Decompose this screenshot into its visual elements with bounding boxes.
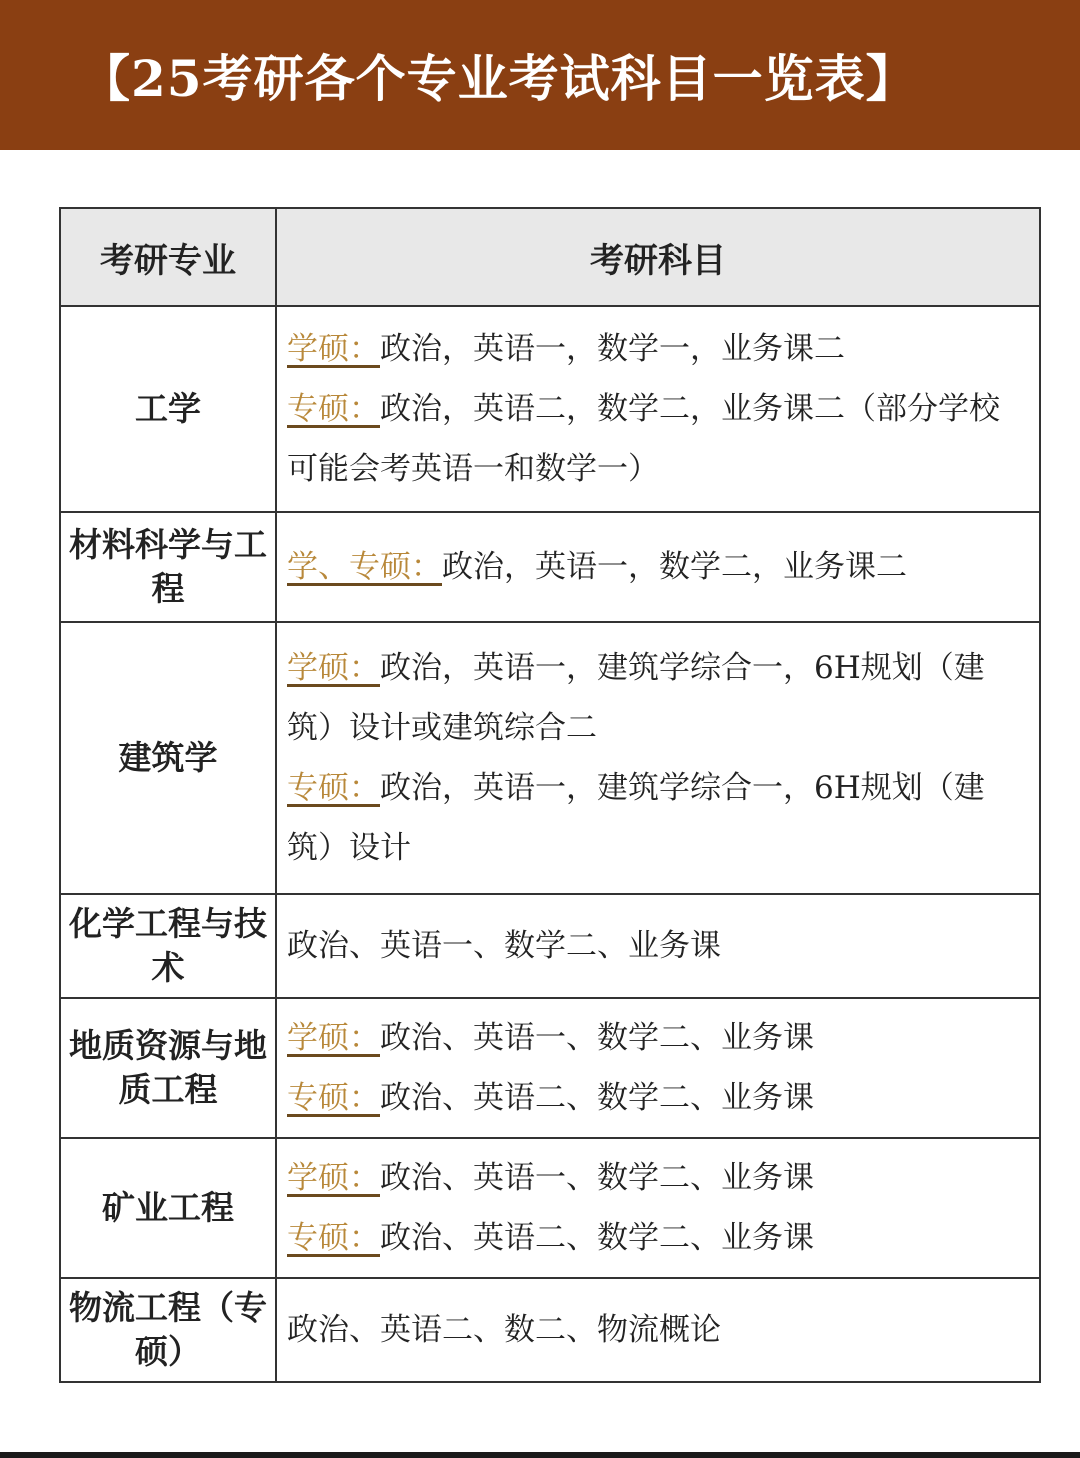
major-cell: 物流工程（专硕） [60,1278,276,1382]
table-row [60,1138,1040,1278]
subject-text: 政治、英语一、数学二、业务课 [380,1020,814,1056]
major-cell: 工学 [60,306,276,512]
subject-text: 政治，英语一，数学一，业务课二 [380,331,845,367]
subject-line [287,537,1029,597]
subject-text: 政治，英语二，数学二，业务课二（部分学校可能会考英语一和数学一） [287,391,1000,487]
bottom-divider [0,1452,1080,1458]
subject-text: 政治，英语一，数学二，业务课二 [442,549,907,585]
subjects-cell [276,622,1040,894]
major-column-header: 考研专业 [60,208,276,306]
subjects-cell [276,1278,1040,1382]
subject-text: 政治、英语二、数二、物流概论 [287,1312,721,1348]
degree-tag: 学硕： [287,1020,380,1056]
table-row [60,1278,1040,1382]
major-cell: 材料科学与工程 [60,512,276,622]
table-header-row [60,208,1040,306]
degree-tag: 学硕： [287,1160,380,1196]
page-title: 【25考研各个专业考试科目一览表】 [80,49,917,108]
major-cell: 化学工程与技术 [60,894,276,998]
subject-text: 政治、英语一、数学二、业务课 [287,928,721,964]
degree-tag: 学硕： [287,650,380,686]
subject-line [287,1208,1029,1268]
major-cell: 矿业工程 [60,1138,276,1278]
subject-line [287,1148,1029,1208]
subject-text: 政治、英语一、数学二、业务课 [380,1160,814,1196]
table-row [60,894,1040,998]
table-row [60,622,1040,894]
subjects-cell [276,998,1040,1138]
subjects-cell [276,894,1040,998]
major-cell: 建筑学 [60,622,276,894]
subject-text: 政治，英语一，建筑学综合一，6H规划（建筑）设计或建筑综合二 [287,650,985,746]
subjects-cell [276,1138,1040,1278]
subjects-column-header: 考研科目 [276,208,1040,306]
subjects-table [59,207,1041,1383]
degree-tag: 专硕： [287,1220,380,1256]
subjects-cell [276,512,1040,622]
subject-line [287,638,1029,758]
title-banner [0,0,1080,150]
table-row [60,512,1040,622]
subject-line [287,1008,1029,1068]
degree-tag: 专硕： [287,770,380,806]
subjects-table-wrapper [59,207,1041,1383]
subject-line [287,1300,1029,1360]
degree-tag: 专硕： [287,1080,380,1116]
table-row [60,306,1040,512]
subject-line [287,916,1029,976]
major-cell: 地质资源与地质工程 [60,998,276,1138]
subject-line [287,1068,1029,1128]
subjects-cell [276,306,1040,512]
subject-text: 政治、英语二、数学二、业务课 [380,1080,814,1116]
degree-tag: 学硕： [287,331,380,367]
subject-line [287,379,1029,499]
table-row [60,998,1040,1138]
degree-tag: 学、专硕： [287,549,442,585]
subject-line [287,319,1029,379]
subject-line [287,758,1029,878]
subject-text: 政治、英语二、数学二、业务课 [380,1220,814,1256]
subject-text: 政治，英语一，建筑学综合一，6H规划（建筑）设计 [287,770,985,866]
degree-tag: 专硕： [287,391,380,427]
